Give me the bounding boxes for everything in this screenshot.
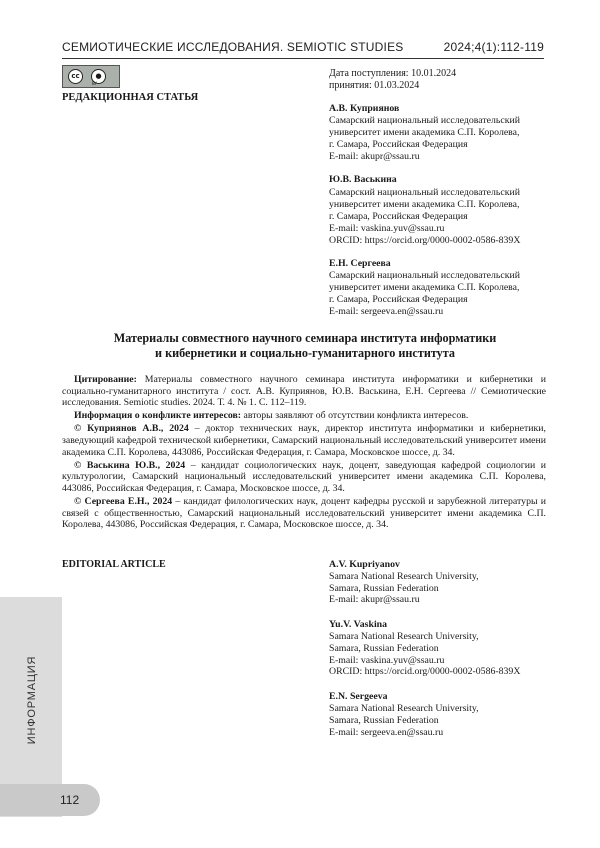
citation-paragraph — [62, 374, 546, 409]
cc-by-license-badge[interactable] — [62, 65, 120, 88]
author-name: А.В. Куприянов — [329, 103, 400, 114]
page-number-tab — [0, 784, 100, 816]
author-block — [329, 619, 559, 678]
received-date: Дата поступления: 10.01.2024 — [329, 68, 457, 79]
author-affiliation-line: Samara National Research University, — [329, 702, 479, 714]
conflict-label: Информация о конфликте интересов: — [74, 410, 242, 422]
page-number: 112 — [60, 793, 80, 807]
accepted-date: принятия: 01.03.2024 — [329, 80, 420, 91]
author-name: Ю.В. Васькина — [329, 174, 397, 186]
editorial-label-en: EDITORIAL ARTICLE — [62, 559, 166, 570]
attribution-person-icon: ● — [91, 69, 106, 84]
authors-ru — [329, 103, 559, 330]
author-email[interactable]: E-mail: sergeeva.en@ssau.ru — [329, 726, 444, 738]
copyright-label: © Куприянов А.В., 2024 — [74, 423, 189, 435]
author-name: E.N. Sergeeva — [329, 691, 388, 703]
author-orcid[interactable]: ORCID: https://orcid.org/0000-0002-0586-839X — [329, 666, 521, 678]
author-email[interactable]: E-mail: akupr@ssau.ru — [329, 151, 420, 163]
citation-text: Материалы совместного научного семинара института информатики и кибернетики и социально-гуманитарного института / сост. А.В. Куприянов, Ю.В. Васькина, Е.Н. Сергеева // Семиотические исследования. Semiotic studies. 2024. Т. 4. № 1. С. 112–119. — [62, 374, 546, 409]
copyright-label: © Сергеева Е.Н., 2024 — [74, 495, 173, 507]
running-header — [62, 40, 544, 54]
author-affiliation-line: Samara, Russian Federation — [329, 642, 439, 654]
author-orcid[interactable]: ORCID: https://orcid.org/0000-0002-0586-839X — [329, 234, 521, 246]
author-affiliation-line: Самарский национальный исследовательский — [329, 270, 520, 282]
copyright-text: – кандидат социологических наук, доцент, заведующая кафедрой социологии и культурологии, Самарский национальный исследовательский университет имени академика С.П. Королева, 443086, Российская Федерация, г. Самара, Московское шоссе, д. 34. — [62, 459, 546, 494]
author-block — [329, 174, 559, 247]
author-email[interactable]: E-mail: sergeeva.en@ssau.ru — [329, 306, 444, 318]
author-block — [329, 103, 559, 163]
author-name: Е.Н. Сергеева — [329, 258, 391, 270]
editorial-label-ru: РЕДАКЦИОННАЯ СТАТЬЯ — [62, 92, 199, 103]
author-email[interactable]: E-mail: akupr@ssau.ru — [329, 594, 420, 606]
copyright-paragraph — [62, 423, 546, 458]
header-rule — [62, 58, 544, 59]
author-email[interactable]: E-mail: vaskina.yuv@ssau.ru — [329, 654, 445, 666]
citation-label: Цитирование: — [74, 374, 137, 385]
author-affiliation-line: Samara, Russian Federation — [329, 714, 439, 726]
author-block — [329, 559, 559, 606]
copyright-paragraph — [62, 460, 546, 495]
author-affiliation-line: университет имени академика С.П. Королева, — [329, 198, 520, 210]
author-affiliation-line: университет имени академика С.П. Королева, — [329, 282, 520, 294]
author-affiliation-line: г. Самара, Российская Федерация — [329, 139, 468, 151]
copyright-text: – кандидат филологических наук, доцент кафедры русской и зарубежной литературы и связей с общественностью, Самарский национальный исследовательский университет имени академика С.П. Королева, 443086, Российская Федерация, г. Самара, Московское шоссе, д. 34. — [62, 495, 546, 531]
author-name: A.V. Kupriyanov — [329, 559, 400, 570]
author-affiliation-line: Самарский национальный исследовательский — [329, 115, 520, 127]
author-affiliation-line: Samara National Research University, — [329, 630, 479, 642]
title-line: Материалы совместного научного семинара института информатики — [113, 331, 497, 345]
copyright-label: © Васькина Ю.В., 2024 — [74, 459, 186, 471]
article-dates — [329, 68, 456, 92]
license-label: BY — [92, 81, 97, 86]
authors-en — [329, 559, 559, 751]
article-title — [70, 331, 540, 360]
author-affiliation-line: Samara National Research University, — [329, 570, 479, 582]
section-tab-label: ИНФОРМАЦИЯ — [26, 655, 38, 745]
copyright-text: – доктор технических наук, директор института информатики и кибернетики, заведующий кафедрой технической кибернетики, Самарский национальный исследовательский университет имени академика С.П. Королева, 443086, Российская Федерация, г. Самара, Московское шоссе, д. 34. — [62, 423, 546, 458]
author-block — [329, 691, 559, 738]
author-affiliation-line: Samara, Russian Federation — [329, 582, 439, 594]
journal-title: СЕМИОТИЧЕСКИЕ ИССЛЕДОВАНИЯ. SEMIOTIC STUDIES — [62, 40, 404, 54]
conflict-paragraph — [62, 410, 546, 422]
citation-block — [62, 374, 546, 532]
author-email[interactable]: E-mail: vaskina.yuv@ssau.ru — [329, 222, 445, 234]
conflict-text: авторы заявляют об отсутствии конфликта интересов. — [241, 410, 469, 422]
author-name: Yu.V. Vaskina — [329, 619, 388, 631]
author-affiliation-line: г. Самара, Российская Федерация — [329, 294, 468, 306]
cc-icon: cc — [68, 69, 83, 84]
title-line: и кибернетики и социально-гуманитарного института — [155, 345, 455, 360]
author-affiliation-line: г. Самара, Российская Федерация — [329, 210, 468, 222]
author-affiliation-line: университет имени академика С.П. Королева, — [329, 127, 520, 139]
copyright-paragraph — [62, 496, 546, 531]
issue-info: 2024;4(1):112-119 — [443, 40, 544, 54]
author-block — [329, 258, 559, 318]
author-affiliation-line: Самарский национальный исследовательский — [329, 186, 520, 198]
